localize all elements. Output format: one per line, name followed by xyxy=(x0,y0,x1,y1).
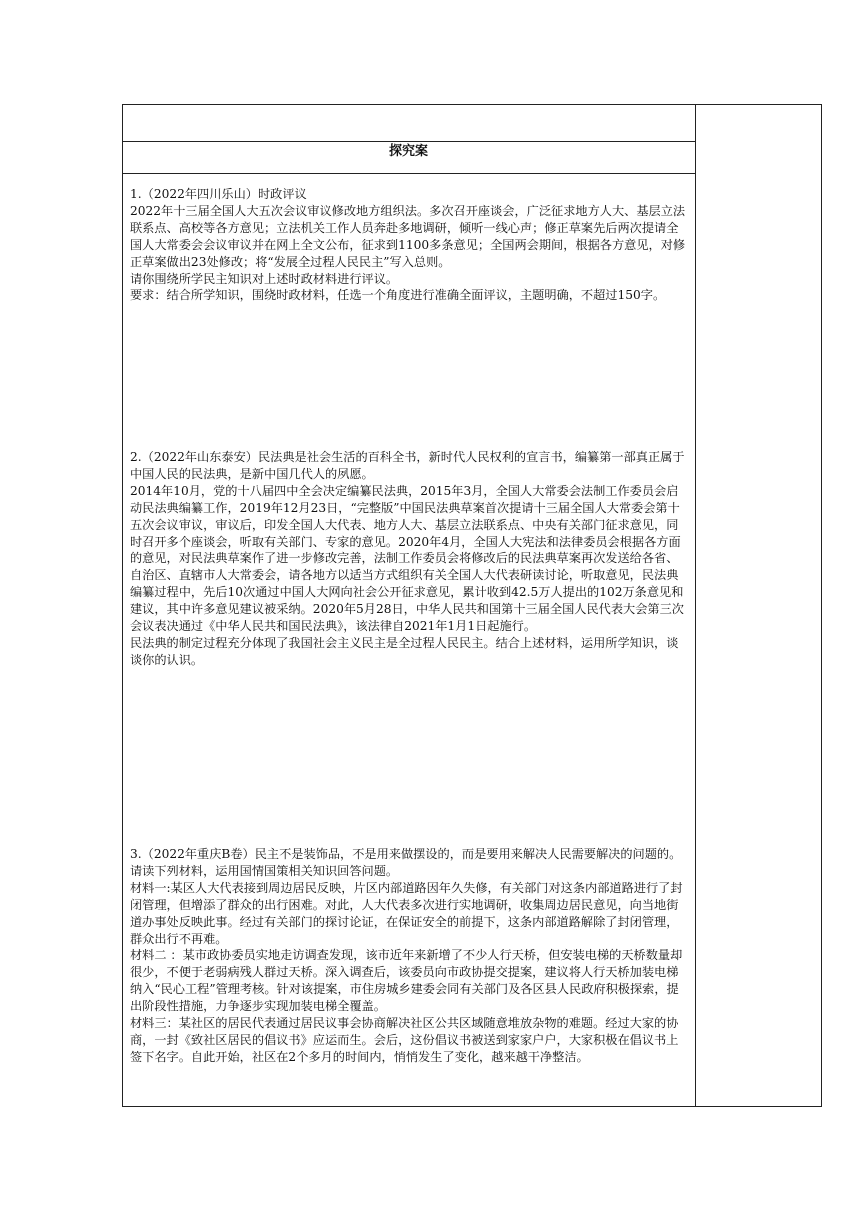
question-1 xyxy=(130,186,688,304)
question-3-material-2: 材料二 ：某市政协委员实地走访调查发现，该市近年来新增了不少人行天桥，但安装电梯的天桥数量却很少，不便于老弱病残人群过天桥。深入调查后，该委员向市政协提交提案，建议将人行天桥加装电梯纳入“民心工程”管理考核。针对该提案，市住房城乡建委会同有关部门及各区县人民政府积极探索，提出阶段性措施，力争逐步实现加装电梯全覆盖。 xyxy=(130,948,683,1014)
question-1-requirement: 要求：结合所学知识，围绕时政材料，任选一个角度进行准确全面评议，主题明确，不超过150字。 xyxy=(130,288,666,303)
section-title: 探究案 xyxy=(388,144,428,159)
question-1-material: 2022年十三届全国人大五次会议审议修改地方组织法。多次召开座谈会，广泛征求地方人大、基层立法联系点、高校等各方意见；立法机关工作人员奔赴多地调研，倾听一线心声；修正草案先后两次提请全国人大常委会会议审议并在网上全文公布，征求到1100多条意见；全国两会期间，根据各方意见，对修正草案做出23处修改；将“发展全过程人民民主”写入总则。 xyxy=(130,203,686,269)
question-2-prompt: 民法典的制定过程充分体现了我国社会主义民主是全过程人民民主。结合上述材料，运用所学知识，谈谈你的认识。 xyxy=(130,635,679,667)
table-column-divider xyxy=(695,104,696,1107)
question-3-material-3: 材料三：某社区的居民代表通过居民议事会协商解决社区公共区域随意堆放杂物的难题。经过大家的协商，一封《致社区居民的倡议书》应运而生。会后，这份倡议书被送到家家户户，大家积极在倡议书上签下名字。自此开始，社区在2个多月的时间内，悄悄发生了变化，越来越干净整洁。 xyxy=(130,1016,679,1064)
table-row-divider xyxy=(122,173,695,174)
question-2-material: 2014年10月，党的十八届四中全会决定编纂民法典，2015年3月，全国人大常委会法制工作委员会启动民法典编纂工作，2019年12月23日，“完整版”中国民法典草案首次提请十三届全国人大常委会第十五次会议审议，审议后，印发全国人大代表、地方人大、基层立法联系点、中央有关部门征求意见，同时召开多个座谈会，听取有关部门、专家的意见。2020年4月，全国人大宪法和法律委员会根据各方面的意见，对民法典草案作了进一步修改完善，法制工作委员会将修改后的民法典草案再次发送给各省、自治区、直辖市人大常委会，请各地方以适当方式组织有关全国人大代表研读讨论，听取意见，民法典编纂过程中，先后10次通过中国人大网向社会公开征求意见，累计收到42.5万人提出的102万条意见和建议，其中许多意见建议被采纳。2020年5月28日，中华人民共和国第十三届全国人民代表大会第三次会议表决通过《中华人民共和国民法典》，该法律自2021年1月1日起施行。 xyxy=(130,483,684,634)
question-2 xyxy=(130,449,688,669)
question-3 xyxy=(130,846,688,1066)
question-1-prompt: 请你围绕所学民主知识对上述时政材料进行评议。 xyxy=(130,271,399,286)
question-2-heading: 2.（2022年山东泰安）民法典是社会生活的百科全书，新时代人民权利的宣言书，编纂第一部真正属于中国人民的民法典，是新中国几代人的夙愿。 xyxy=(130,450,685,481)
question-1-heading: 1.（2022年四川乐山）时政评议 xyxy=(130,187,307,201)
question-3-material-1: 材料一:某区人大代表接到周边居民反映，片区内部道路因年久失修，有关部门对这条内部道路进行了封闭管理，但增添了群众的出行困难。对此，人大代表多次进行实地调研，收集周边居民意见，向当地街道办事处反映此事。经过有关部门的探讨论证，在保证安全的前提下，这条内部道路解除了封闭管理，群众出行不再难。 xyxy=(130,880,683,946)
question-3-heading: 3.（2022年重庆B卷）民主不是装饰品，不是用来做摆设的，而是要用来解决人民需要解决的问题的。请读下列材料，运用国情国策相关知识回答问题。 xyxy=(130,847,682,878)
